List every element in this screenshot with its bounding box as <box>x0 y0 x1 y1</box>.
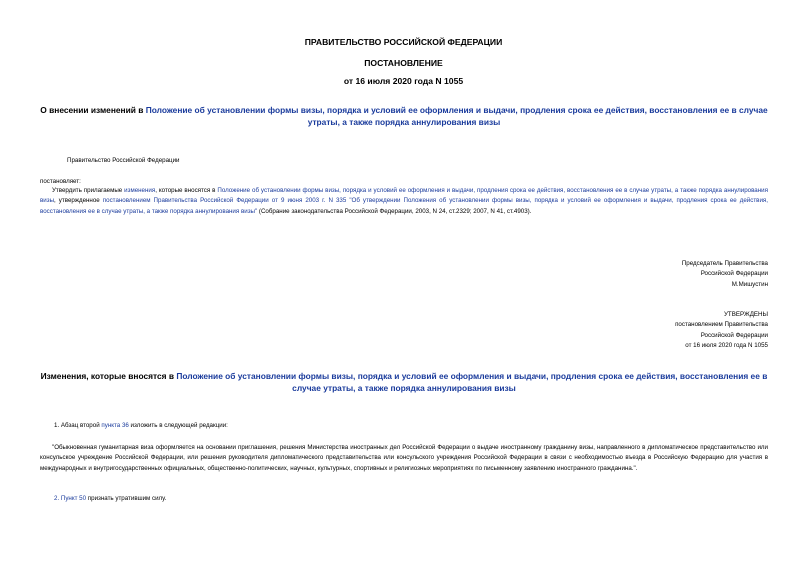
regulation-link[interactable]: Положение об установлении формы визы, порядка и условий ее оформления и выдачи, продления срока ее действия, восстановления ее в случае утраты, а также порядка аннулирования визы <box>40 187 768 205</box>
signature-country: Российской Федерации <box>700 270 768 278</box>
document-type: ПОСТАНОВЛЕНИЕ <box>364 58 443 68</box>
clause-50-link[interactable]: Пункт 50 <box>60 495 87 502</box>
changes-link[interactable]: изменения <box>124 187 156 194</box>
item-number-link[interactable]: 2. <box>54 495 61 502</box>
document-title <box>40 104 768 128</box>
paragraph-text: , которые вносятся в <box>155 187 218 194</box>
regulation-link[interactable]: Положение об установлении формы визы, порядка и условий ее оформления и выдачи, продления срока ее действия, восстановления ее в случае утраты, а также порядка аннулирования визы <box>176 371 768 393</box>
approval-date: от 16 июля 2020 года N 1055 <box>685 341 768 349</box>
item-2 <box>54 494 166 504</box>
quoted-paragraph: "Обыкновенная гуманитарная виза оформляется на основании приглашения, решения Министерства иностранных дел Российской Федерации о выдаче иностранному гражданину визы, направленного в дипломатическое представительство или консульское учреждение Российской Федерации, или решения руководителя дипломатического представительства или консульского учреждения Российской Федерации в связи с необходимостью въезда в Российскую Федерацию для участия в международных и внутригосударственных официальных, общественно-политических, научных, культурных, спортивных и религиозных мероприятиях по письменному заявлению иностранного гражданина.". <box>40 444 768 472</box>
clause-36-link[interactable]: пункта 36 <box>101 422 129 429</box>
resolution-paragraph <box>40 186 768 217</box>
government-line: Правительство Российской Федерации <box>67 157 180 164</box>
approval-block <box>560 310 768 351</box>
paragraph-text: , утвержденное <box>54 197 103 205</box>
changes-title-prefix: Изменения, которые вносятся в <box>40 371 177 381</box>
approval-decree: постановлением Правительства <box>675 321 768 329</box>
signature-position: Председатель Правительства <box>681 260 768 267</box>
changes-title <box>40 370 768 394</box>
paragraph-text: (Собрание законодательства Российской Федерации, 2003, N 24, ст.2329; 2007, N 41, ст.4903). <box>257 207 532 215</box>
document-title-prefix: О внесении изменений в <box>40 105 146 115</box>
approval-country: Российской Федерации <box>700 331 768 339</box>
paragraph-text: Утвердить прилагаемые <box>52 187 125 194</box>
approval-label: УТВЕРЖДЕНЫ <box>724 311 768 318</box>
item-text: 1. Абзац второй <box>54 422 102 429</box>
decree-link[interactable]: постановлением Правительства Российской Федерации от 9 июня 2003 г. N 335 "Об утверждении Положения об установлении формы визы, порядка и условий ее оформления и выдачи, продления срока ее действия, восстановления ее в случае утраты, а также порядка аннулирования визы" <box>40 197 768 215</box>
signature-name: М.Мишустин <box>731 280 768 288</box>
item-text: признать утратившим силу. <box>86 495 167 502</box>
item-text: изложить в следующей редакции: <box>128 422 228 429</box>
regulation-link[interactable]: Положение об установлении формы визы, порядка и условий ее оформления и выдачи, продления срока ее действия, восстановления ее в случае утраты, а также порядка аннулирования визы <box>145 105 768 127</box>
government-heading: ПРАВИТЕЛЬСТВО РОССИЙСКОЙ ФЕДЕРАЦИИ <box>304 37 503 47</box>
item-1 <box>54 421 228 431</box>
signature-block <box>560 259 768 290</box>
resolves-line: постановляет: <box>40 178 81 185</box>
document-date-number: от 16 июля 2020 года N 1055 <box>343 76 464 86</box>
